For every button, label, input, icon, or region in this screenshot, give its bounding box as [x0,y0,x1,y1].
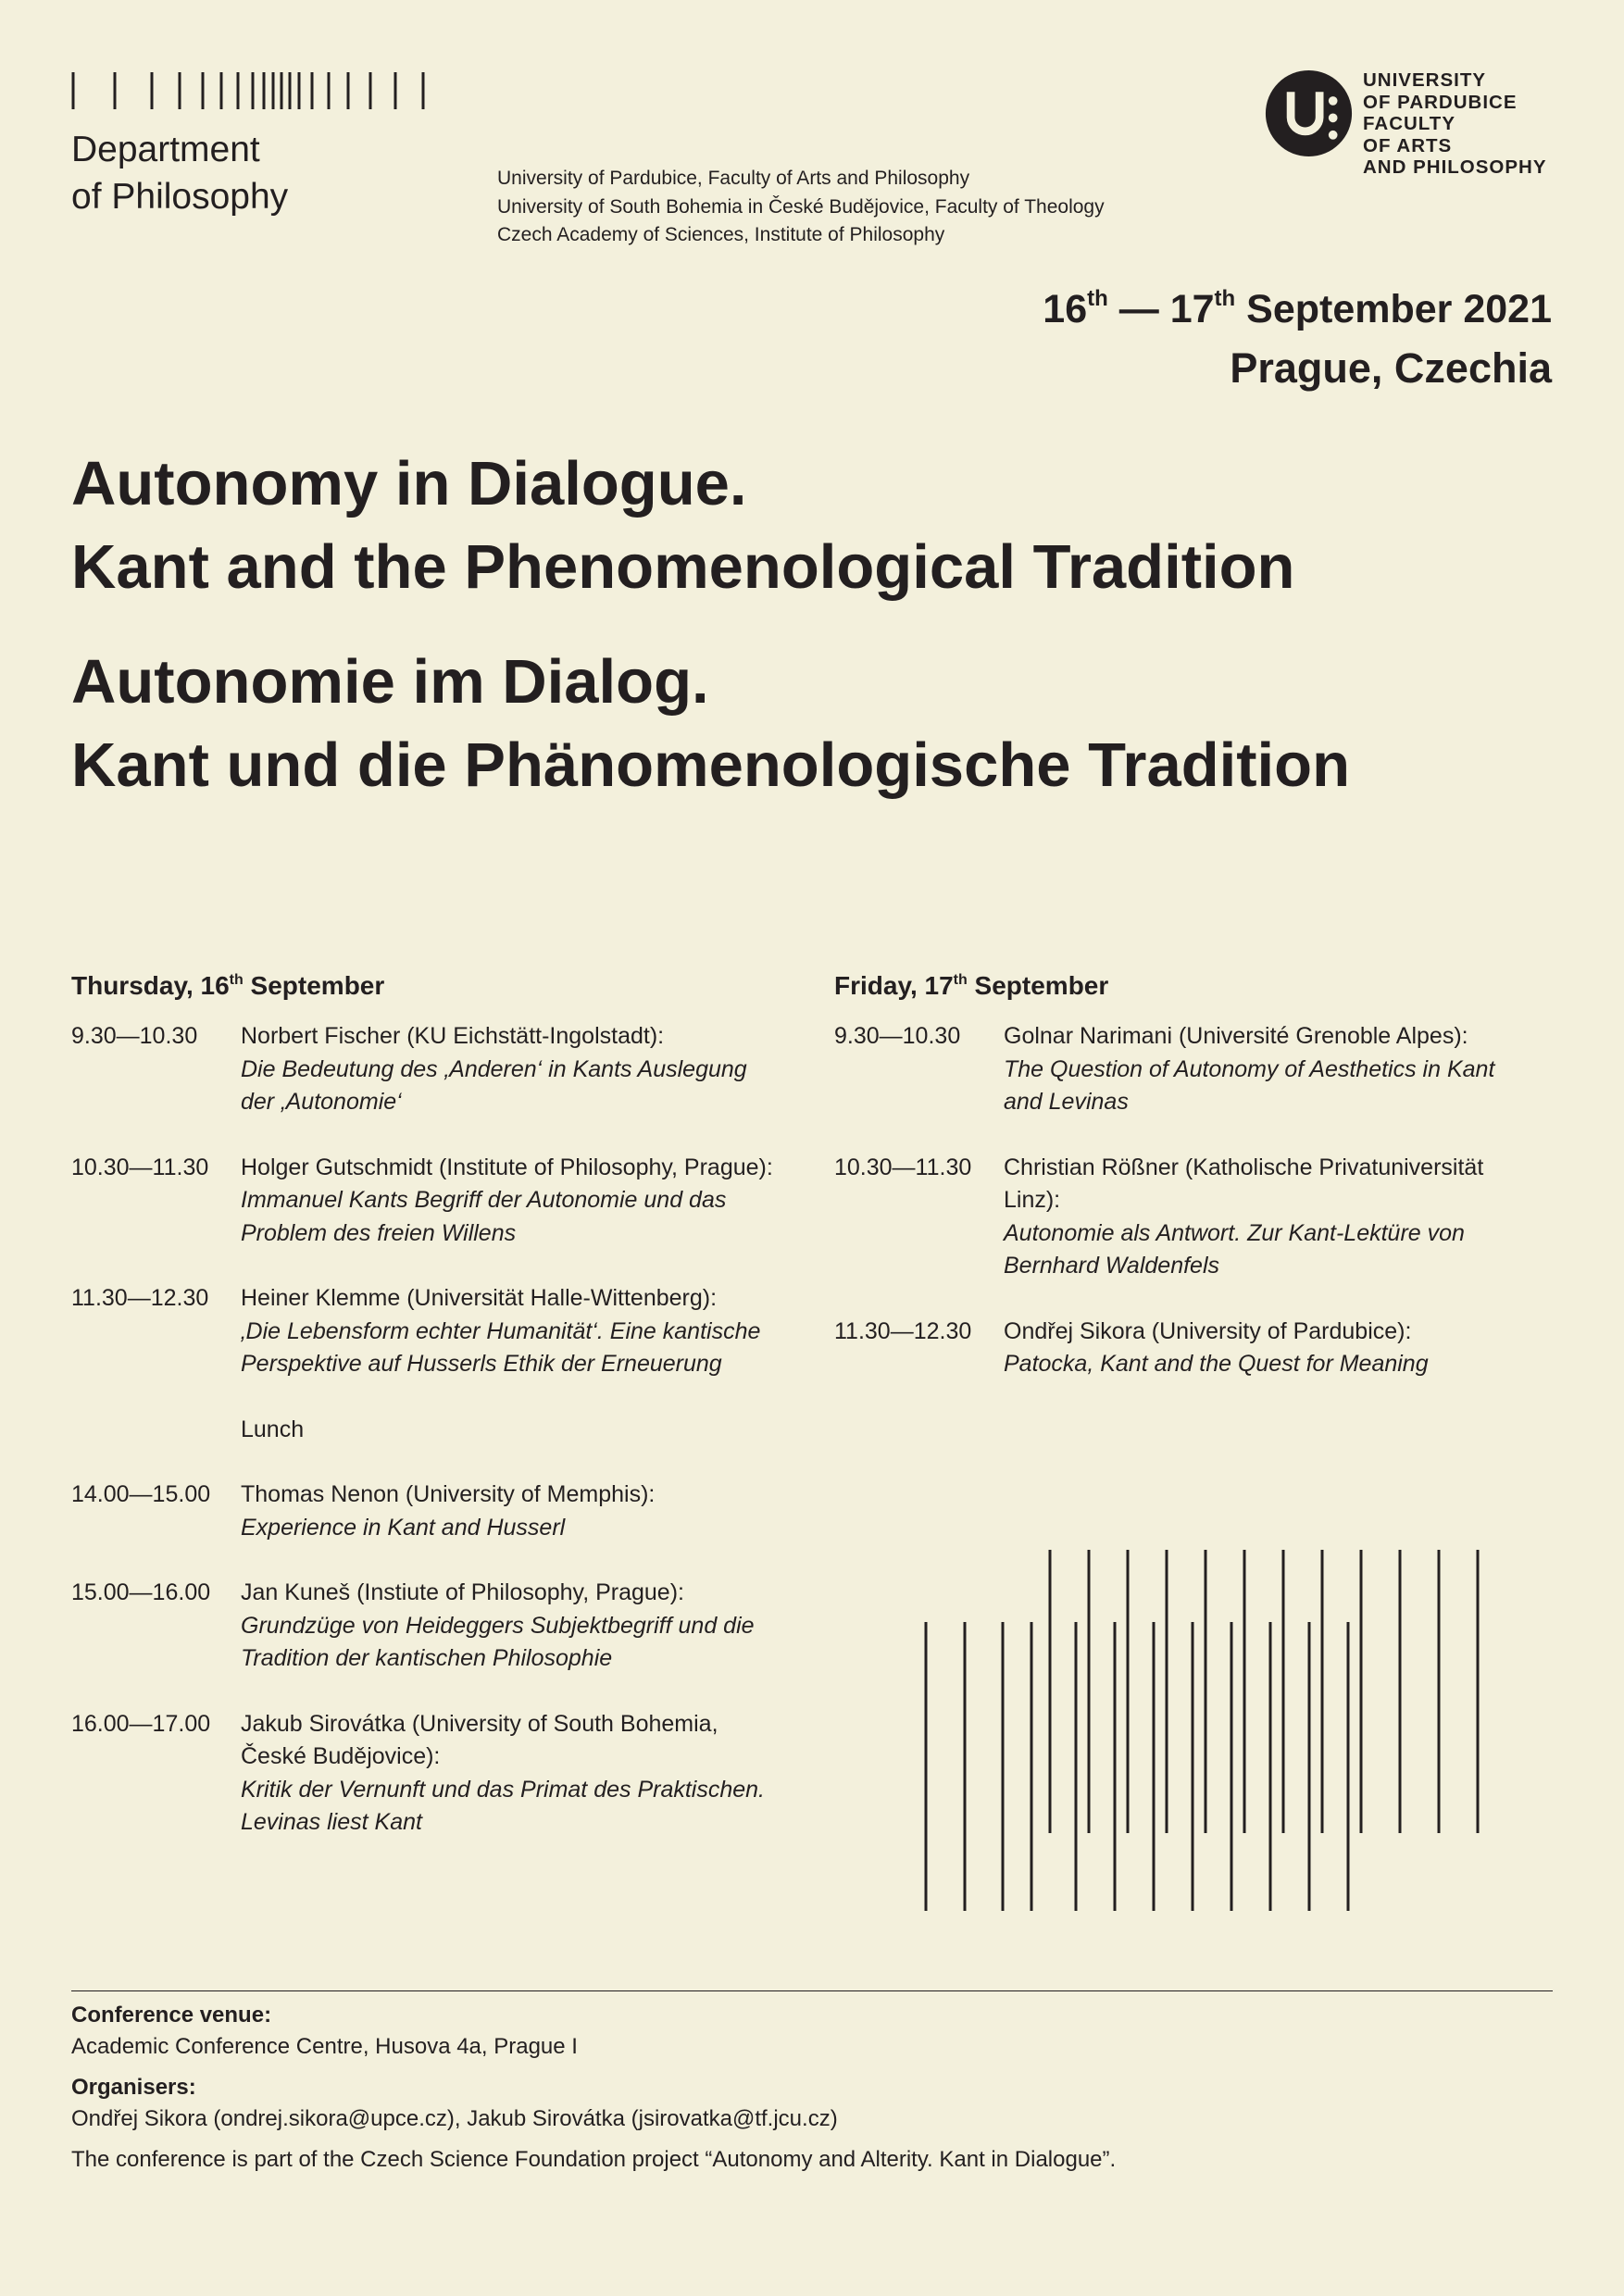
title-english-line-2: Kant and the Phenomenological Tradition [71,532,1295,602]
schedule-slot [71,1577,775,1676]
day-heading-month: September [243,971,385,1000]
university-logo-text [1363,69,1547,179]
slot-speaker: Norbert Fischer (KU Eichstätt-Ingolstadt): [241,1023,665,1049]
partner-line: University of Pardubice, Faculty of Arts and Philosophy [497,168,970,189]
slot-talk-title: Autonomie als Antwort. Zur Kant-Lektüre von Bernhard Waldenfels [1004,1219,1465,1279]
slot-body [241,1414,775,1447]
date-start-day: 16 [1043,287,1088,331]
day-heading-month: September [967,971,1109,1000]
schedule-slot [834,1020,1538,1119]
project-note: The conference is part of the Czech Science Foundation project “Autonomy and Alterity. Kant in Dialogue”. [71,2147,1117,2172]
department-barcode-graphic [71,70,432,111]
slot-body [1004,1152,1538,1283]
day-heading-friday [834,967,1538,1004]
partner-line: Czech Academy of Sciences, Institute of Philosophy [497,224,945,245]
program-thursday [71,967,775,1872]
event-date [1043,283,1552,335]
day-heading-thursday [71,967,775,1004]
slot-talk-title: Patocka, Kant and the Quest for Meaning [1004,1351,1429,1377]
day-heading-suffix: th [953,972,968,988]
date-end-suffix: th [1214,286,1236,311]
schedule-slot [71,1152,775,1251]
schedule-slot [71,1708,775,1840]
slot-speaker: Heiner Klemme (Universität Halle-Wittenberg): [241,1285,718,1311]
slot-talk-title: Immanuel Kants Begriff der Autonomie und das Problem des freien Willens [241,1187,727,1246]
slot-time: 16.00—17.00 [71,1710,211,1737]
logo-text-line: FACULTY [1363,113,1456,134]
slot-time: 10.30—11.30 [834,1154,972,1180]
slot-body [241,1708,775,1840]
footer-info [71,2000,1116,2176]
day-heading-suffix: th [229,972,244,988]
title-english-line-1: Autonomy in Dialogue. [71,449,747,518]
schedule-slot [71,1414,775,1447]
title-english [71,443,1294,609]
slot-time: 11.30—12.30 [834,1317,972,1344]
slot-speaker: Christian Rößner (Katholische Privatuniversität Linz): [1004,1154,1484,1213]
slot-speaker: Ondřej Sikora (University of Pardubice): [1004,1317,1412,1344]
program-friday [834,967,1538,1414]
date-end-day: 17 [1169,287,1215,331]
partner-line: University of South Bohemia in České Budějovice, Faculty of Theology [497,195,1105,218]
slot-speaker: Jan Kuneš (Instiute of Philosophy, Prague): [241,1579,684,1605]
slot-talk-title: Die Bedeutung des ‚Anderen‘ in Kants Auslegung der ‚Autonomie‘ [241,1055,747,1115]
organisers-text: Ondřej Sikora (ondrej.sikora@upce.cz), Jakub Sirovátka (jsirovatka@tf.jcu.cz) [71,2106,838,2131]
schedule-slot [834,1152,1538,1283]
date-start-suffix: th [1087,286,1108,311]
slot-talk-title: The Question of Autonomy of Aesthetics in Kant and Levinas [1004,1055,1495,1115]
date-separator: — [1107,287,1170,331]
day-heading-text: Friday, 17 [834,971,954,1000]
slot-talk-title: Kritik der Vernunft und das Primat des Praktischen. Levinas liest Kant [241,1776,766,1835]
organisers-label: Organisers: [71,2075,196,2100]
department-name-line-2: of Philosophy [71,177,289,217]
schedule-slot [71,1479,775,1544]
event-place: Prague, Czechia [1230,344,1552,392]
slot-speaker: Thomas Nenon (University of Memphis): [241,1481,656,1507]
decorative-lines-graphic [917,1548,1486,1911]
department-name-line-1: Department [71,130,260,169]
slot-time: 9.30—10.30 [834,1023,961,1049]
slot-speaker: Holger Gutschmidt (Institute of Philosophy, Prague): [241,1154,773,1180]
friday-slot-list [834,1020,1538,1381]
title-german-line-1: Autonomie im Dialog. [71,647,709,717]
slot-body [241,1282,775,1381]
logo-text-line: AND PHILOSOPHY [1363,156,1547,178]
slot-time: 10.30—11.30 [71,1154,209,1180]
day-heading-text: Thursday, 16 [71,971,230,1000]
department-name [71,126,288,220]
thursday-slot-list [71,1020,775,1840]
footer-divider [71,1990,1553,1991]
logo-text-line: UNIVERSITY [1363,69,1487,91]
slot-body [1004,1020,1538,1119]
slot-time: 14.00—15.00 [71,1481,211,1507]
schedule-slot [71,1282,775,1381]
venue-label: Conference venue: [71,2003,272,2028]
slot-talk-title: Grundzüge von Heideggers Subjektbegriff und die Tradition der kantischen Philosophie [241,1612,755,1671]
schedule-slot [834,1316,1538,1381]
logo-text-line: OF ARTS [1363,134,1453,156]
slot-body [241,1577,775,1676]
title-german-line-2: Kant und die Phänomenologische Tradition [71,730,1351,800]
slot-speaker: Jakub Sirovátka (University of South Bohemia, České Budějovice): [241,1710,718,1769]
slot-talk-title: ‚Die Lebensform echter Humanität‘. Eine kantische Perspektive auf Husserls Ethik der Erneuerung [241,1317,761,1377]
slot-speaker: Lunch [241,1416,305,1442]
slot-body [241,1152,775,1251]
slot-time: 15.00—16.00 [71,1579,211,1605]
university-logo-icon [1264,69,1354,158]
title-german [71,641,1350,807]
slot-time: 9.30—10.30 [71,1023,198,1049]
partner-institutions [497,165,1105,250]
slot-talk-title: Experience in Kant and Husserl [241,1514,566,1541]
venue-text: Academic Conference Centre, Husova 4a, Prague I [71,2034,578,2059]
slot-time [71,1414,241,1447]
slot-speaker: Golnar Narimani (Université Grenoble Alpes): [1004,1023,1468,1049]
logo-text-line: OF PARDUBICE [1363,91,1518,113]
schedule-slot [71,1020,775,1119]
slot-body [1004,1316,1538,1381]
slot-time: 11.30—12.30 [71,1285,209,1311]
slot-body [241,1020,775,1119]
date-month-year: September 2021 [1235,287,1552,331]
slot-body [241,1479,775,1544]
